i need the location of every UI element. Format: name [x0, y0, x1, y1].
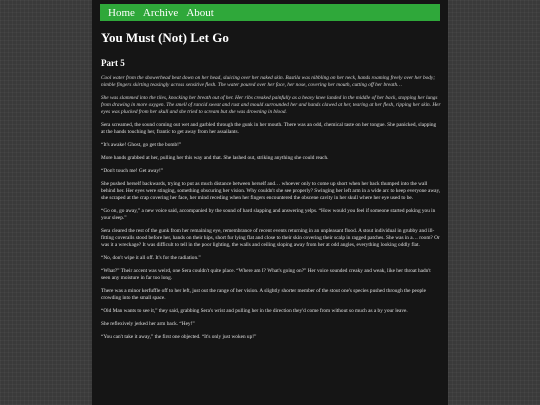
story-paragraph: “It's awake! Ghost, go get the bomb!”: [101, 142, 182, 148]
story-paragraph: “Old Man wants to see it,” they said, grabbing Sera's wrist and pulling her in the direction they'd come from without so much as a by your leave.: [101, 308, 408, 314]
story-paragraph: She reflexively jerked her arm back. “Hey!”: [101, 321, 195, 327]
story-body: [101, 75, 441, 341]
story-paragraph: She pushed herself backwards, trying to put as much distance between herself and… whoever only to come up short when her back thumped into the wall behind her. Her eyes were stinging, something obscuring her vision. Why couldn't she see properly? Swinging her left arm in a wide arc to keep everyone away, she scraped at the crap covering her face, her mind receding when her fingers encountered the obscene cavity in her skull where her eye used to be.: [101, 181, 441, 201]
nav-archive-link[interactable]: Archive: [142, 6, 179, 19]
story-paragraph: There was a minor kerfuffle off to her left, just out the range of her vision. A slightly shorter member of the stout one's species pushed through the people crowding into the small space.: [101, 288, 426, 301]
nav-home-link[interactable]: Home: [108, 6, 135, 19]
story-title: You Must (Not) Let Go: [101, 30, 229, 45]
story-paragraph: “No, don't wipe it all off. It's for the radiation.”: [101, 255, 201, 261]
part-heading: Part 5: [101, 58, 125, 68]
story-content: [101, 30, 441, 341]
story-paragraph: “What?” Their accent was weird, one Sera couldn't quite place. “Where am I? What's going on?” Her voice sounded creaky and weak, like her throat hadn't seen any moisture in far too long.: [101, 268, 431, 281]
italic-paragraph: Cool water from the showerhead beat down on her head, sluicing over her naked skin. Bastila was nibbling on her neck, hands roaming freely over her body; nimble fingers skirting teasingly across sensitive flesh. The water poured over her face, her nose, covering her mouth, cutting off her breath…: [101, 75, 436, 88]
story-paragraph: “Don't touch me! Get away!”: [101, 168, 164, 174]
story-paragraph: “You can't take it away,” the first one objected. “It's only just woken up!”: [101, 334, 257, 340]
italic-paragraph: She was slammed into the tiles, knocking her breath out of her. Her ribs creaked painfully as a heavy knee landed in the middle of her back, stopping her lungs from drawing in more oxygen. The smell of rancid sweat and rust and mould surrounded her and hands clawed at her, tearing at her flesh, ripping her skin. Her eyes was plucked from her skull and she tried to scream but she was drowning in blood.: [101, 95, 441, 115]
story-paragraph: More hands grabbed at her, pulling her this way and that. She lashed out, striking anything she could reach.: [101, 155, 329, 161]
nav-about-link[interactable]: About: [186, 6, 214, 19]
story-paragraph: “Go on, go away,” a new voice said, accompanied by the sound of hard slapping and answering yelps. “How would you feel if someone started poking you in your sleep.”: [101, 208, 436, 221]
top-nav-bar: [100, 4, 440, 21]
story-paragraph: Sera screamed, the sound coming out wet and garbled through the gunk in her mouth. There was an odd, chemical taste on her tongue. She panicked, slapping at the hands touching her, frantic to get away from her assailants.: [101, 122, 437, 135]
story-paragraph: Sera cleared the rest of the gunk from her remaining eye, remembrance of recent events returning in an unpleasant flood. A stout individual in grubby and ill-fitting coveralls stood before her, hands on their hips, short fur lying flat and close to their skin covering their scalp in ragged patches. She was in a… room? Or was it a wreckage? It was difficult to tell in the poor lighting, the walls and ceiling sloping away from her at odd angles, everything looking oddly flat.: [101, 228, 440, 248]
